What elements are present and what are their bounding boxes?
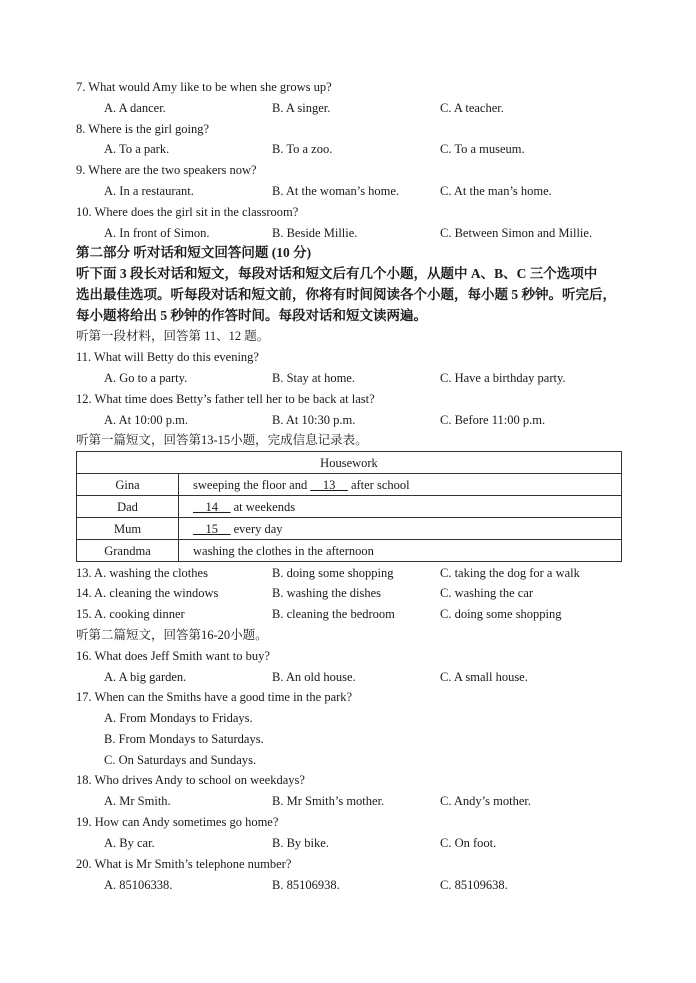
question-12: 12. What time does Betty’s father tell her to be back at last?: [76, 392, 375, 406]
option-a: A. By car.: [104, 836, 155, 850]
table-cell-name: Gina: [77, 474, 179, 496]
option-c: C. 85109638.: [440, 878, 508, 892]
option-b: B. washing the dishes: [272, 586, 382, 600]
option-c: C. To a museum.: [440, 142, 525, 156]
option-c: C. Have a birthday party.: [440, 371, 566, 385]
option-b: B. At the woman’s home.: [272, 184, 400, 198]
table-cell-task: __15__ every day: [179, 518, 622, 540]
instruction-line: 每小题将给出 5 秒钟的作答时间。每段对话和短文读两遍。: [76, 308, 427, 323]
table-row: [77, 540, 622, 562]
table-row: [77, 474, 622, 496]
housework-table: [76, 451, 622, 562]
option-b: B. Beside Millie.: [272, 226, 358, 240]
question-16: 16. What does Jeff Smith want to buy?: [76, 649, 270, 663]
table-cell-task: sweeping the floor and __13__ after school: [179, 474, 622, 496]
question-15: 15. A. cooking dinner: [76, 607, 185, 621]
option-c: C. A small house.: [440, 670, 528, 684]
option-c: C. On Saturdays and Sundays.: [104, 753, 257, 767]
option-a: A. From Mondays to Fridays.: [104, 711, 253, 725]
option-b: B. Mr Smith’s mother.: [272, 794, 385, 808]
table-header: Housework: [77, 452, 622, 474]
table-cell-task: __14__ at weekends: [179, 496, 622, 518]
question-18: 18. Who drives Andy to school on weekdays?: [76, 773, 305, 787]
question-14: 14. A. cleaning the windows: [76, 586, 219, 600]
option-c: C. washing the car: [440, 586, 534, 600]
option-c: C. Between Simon and Millie.: [440, 226, 593, 240]
option-a: A. In a restaurant.: [104, 184, 194, 198]
blank-15: __15__: [193, 521, 231, 536]
blank-14: __14__: [193, 499, 231, 514]
blank-13: __13__: [310, 477, 348, 492]
question-11: 11. What will Betty do this evening?: [76, 350, 259, 364]
table-cell-name: Mum: [77, 518, 179, 540]
option-a: A. To a park.: [104, 142, 170, 156]
instruction-line: 听下面 3 段长对话和短文，每段对话和短文后有几个小题，从题中 A、B、C 三个选项中: [76, 266, 598, 281]
question-19: 19. How can Andy sometimes go home?: [76, 815, 279, 829]
question-9: 9. Where are the two speakers now?: [76, 163, 257, 177]
option-a: A. At 10:00 p.m.: [104, 413, 189, 427]
option-b: B. A singer.: [272, 101, 331, 115]
option-b: B. From Mondays to Saturdays.: [104, 732, 264, 746]
option-a: A. Mr Smith.: [104, 794, 171, 808]
instruction-line: 选出最佳选项。听每段对话和短文前，你将有时间阅读各个小题，每小题 5 秒钟。听完后，: [76, 287, 616, 302]
option-b: B. doing some shopping: [272, 566, 394, 580]
option-b: B. By bike.: [272, 836, 329, 850]
option-b: B. At 10:30 p.m.: [272, 413, 356, 427]
option-b: B. To a zoo.: [272, 142, 333, 156]
option-c: C. Before 11:00 p.m.: [440, 413, 546, 427]
question-13: 13. A. washing the clothes: [76, 566, 208, 580]
question-20: 20. What is Mr Smith’s telephone number?: [76, 857, 292, 871]
option-c: C. Andy’s mother.: [440, 794, 531, 808]
option-b: B. An old house.: [272, 670, 356, 684]
option-b: B. Stay at home.: [272, 371, 355, 385]
option-c: C. On foot.: [440, 836, 497, 850]
table-cell-name: Dad: [77, 496, 179, 518]
part-heading: 听第一篇短文，回答第13-15小题，完成信息记录表。: [76, 433, 368, 447]
option-b: B. 85106938.: [272, 878, 340, 892]
option-a: A. A dancer.: [104, 101, 166, 115]
section-title: 第二部分 听对话和短文回答问题 (10 分): [76, 245, 312, 260]
table-header-row: [77, 452, 622, 474]
table-row: [77, 496, 622, 518]
question-17: 17. When can the Smiths have a good time in the park?: [76, 690, 353, 704]
option-c: C. A teacher.: [440, 101, 504, 115]
option-a: A. A big garden.: [104, 670, 187, 684]
option-a: A. 85106338.: [104, 878, 173, 892]
table-cell-task: washing the clothes in the afternoon: [179, 540, 622, 562]
part-heading: 听第一段材料，回答第 11、12 题。: [76, 329, 270, 343]
option-c: C. At the man’s home.: [440, 184, 552, 198]
question-8: 8. Where is the girl going?: [76, 122, 210, 136]
option-a: A. In front of Simon.: [104, 226, 210, 240]
table-row: [77, 518, 622, 540]
option-a: A. Go to a party.: [104, 371, 188, 385]
option-c: C. doing some shopping: [440, 607, 562, 621]
option-c: C. taking the dog for a walk: [440, 566, 580, 580]
question-7: 7. What would Amy like to be when she grows up?: [76, 80, 332, 94]
part-heading: 听第二篇短文，回答第16-20小题。: [76, 628, 268, 642]
table-cell-name: Grandma: [77, 540, 179, 562]
option-b: B. cleaning the bedroom: [272, 607, 395, 621]
question-10: 10. Where does the girl sit in the classroom?: [76, 205, 299, 219]
